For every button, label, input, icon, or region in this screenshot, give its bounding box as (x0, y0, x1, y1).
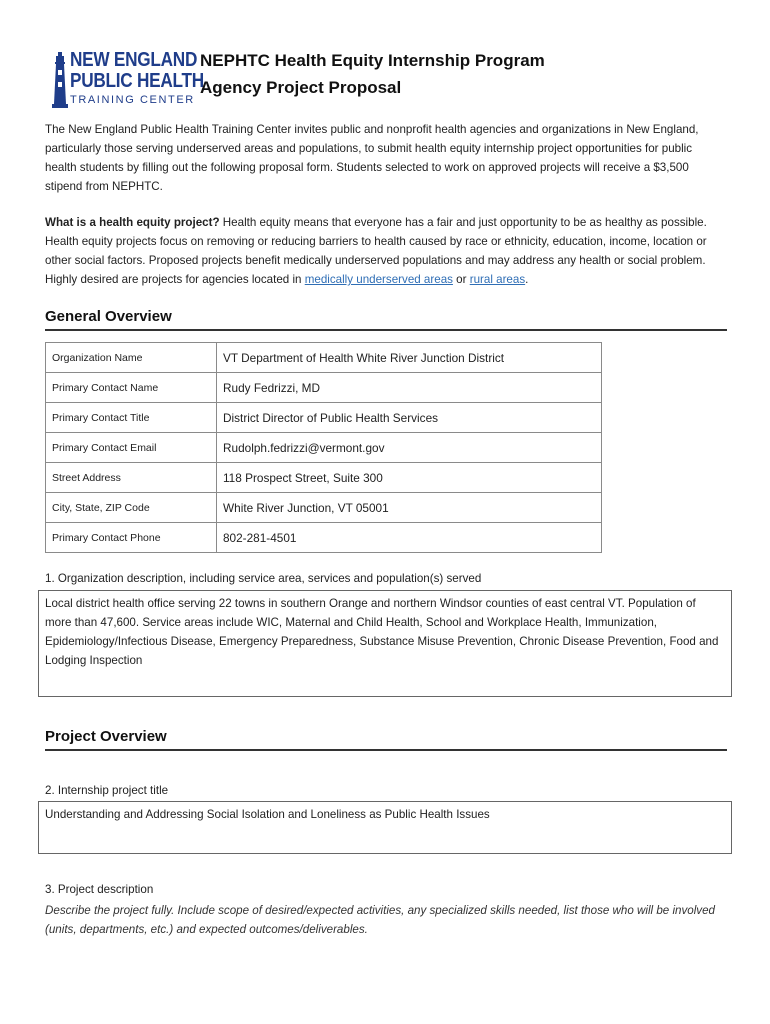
field-label: Primary Contact Name (46, 373, 217, 403)
field-value[interactable]: 118 Prospect Street, Suite 300 (217, 463, 602, 493)
logo-line-3: TRAINING CENTER (70, 94, 195, 106)
logo-line-2: PUBLIC HEALTH (70, 70, 204, 92)
equity-text: Health equity means that everyone has a fair and just opportunity to be as healthy as possible. Health equity projects focus on removing or reducing barriers to health caused by race or ethnicity, education, income, location or other social factors. Proposed projects benefit medically underserved populations and may address any health or social problem. Highly desired are projects for agencies located in (45, 216, 707, 286)
table-row (46, 403, 602, 433)
page-subtitle: Agency Project Proposal (200, 78, 402, 97)
field-label: Primary Contact Phone (46, 523, 217, 553)
field-value[interactable]: VT Department of Health White River Junction District (217, 343, 602, 373)
field-value[interactable]: 802-281-4501 (217, 523, 602, 553)
field-label: City, State, ZIP Code (46, 493, 217, 523)
field-label: Primary Contact Email (46, 433, 217, 463)
table-row (46, 463, 602, 493)
table-row (46, 373, 602, 403)
general-overview-table (45, 342, 602, 553)
project-overview-heading: Project Overview (45, 728, 167, 745)
q1-label: 1. Organization description, including service area, services and population(s) served (45, 572, 482, 585)
rural-areas-link[interactable]: rural areas (469, 273, 526, 286)
field-value[interactable]: District Director of Public Health Services (217, 403, 602, 433)
equity-end: . (525, 273, 529, 286)
field-label: Primary Contact Title (46, 403, 217, 433)
lighthouse-icon (52, 52, 68, 108)
table-row (46, 523, 602, 553)
table-row (46, 343, 602, 373)
intro-paragraph: The New England Public Health Training Center invites public and nonprofit health agencies and organizations in New England, particularly those serving underserved areas and populations, to submit health equity internship project opportunities for public health students by filling out the following proposal form. Students selected to work on approved projects will receive a $3,500 stipend from NEPHTC. (45, 123, 699, 193)
general-overview-rule (45, 329, 727, 331)
field-value[interactable]: Rudolph.fedrizzi@vermont.gov (217, 433, 602, 463)
logo (50, 49, 204, 110)
field-label: Organization Name (46, 343, 217, 373)
equity-between: or (452, 273, 470, 286)
table-row (46, 493, 602, 523)
medically-underserved-link[interactable]: medically underserved areas (304, 273, 453, 286)
q1-answer-box[interactable]: Local district health office serving 22 towns in southern Orange and northern Windsor counties of east central VT. Population of more than 47,600. Service areas include WIC, Maternal and Child Health, School and Workplace Health, Immunization, Epidemiology/Infectious Disease, Emergency Preparedness, Substance Misuse Prevention, Chronic Disease Prevention, Food and Lodging Inspection (38, 590, 732, 697)
page-title: NEPHTC Health Equity Internship Program (200, 51, 545, 70)
general-overview-heading: General Overview (45, 308, 172, 325)
equity-question: What is a health equity project? (45, 216, 220, 229)
project-overview-rule (45, 749, 727, 751)
equity-paragraph (45, 213, 725, 289)
field-label: Street Address (46, 463, 217, 493)
q2-label: 2. Internship project title (45, 784, 169, 797)
q3-instructions: Describe the project fully. Include scope of desired/expected activities, any specialized skills needed, list those who will be involved (units, departments, etc.) and expected outcomes/deliverables. (45, 904, 715, 936)
table-row (46, 433, 602, 463)
field-value[interactable]: White River Junction, VT 05001 (217, 493, 602, 523)
q3-label: 3. Project description (45, 883, 154, 896)
logo-line-1: NEW ENGLAND (70, 49, 198, 71)
field-value[interactable]: Rudy Fedrizzi, MD (217, 373, 602, 403)
q2-answer-box[interactable]: Understanding and Addressing Social Isolation and Loneliness as Public Health Issues (38, 801, 732, 854)
